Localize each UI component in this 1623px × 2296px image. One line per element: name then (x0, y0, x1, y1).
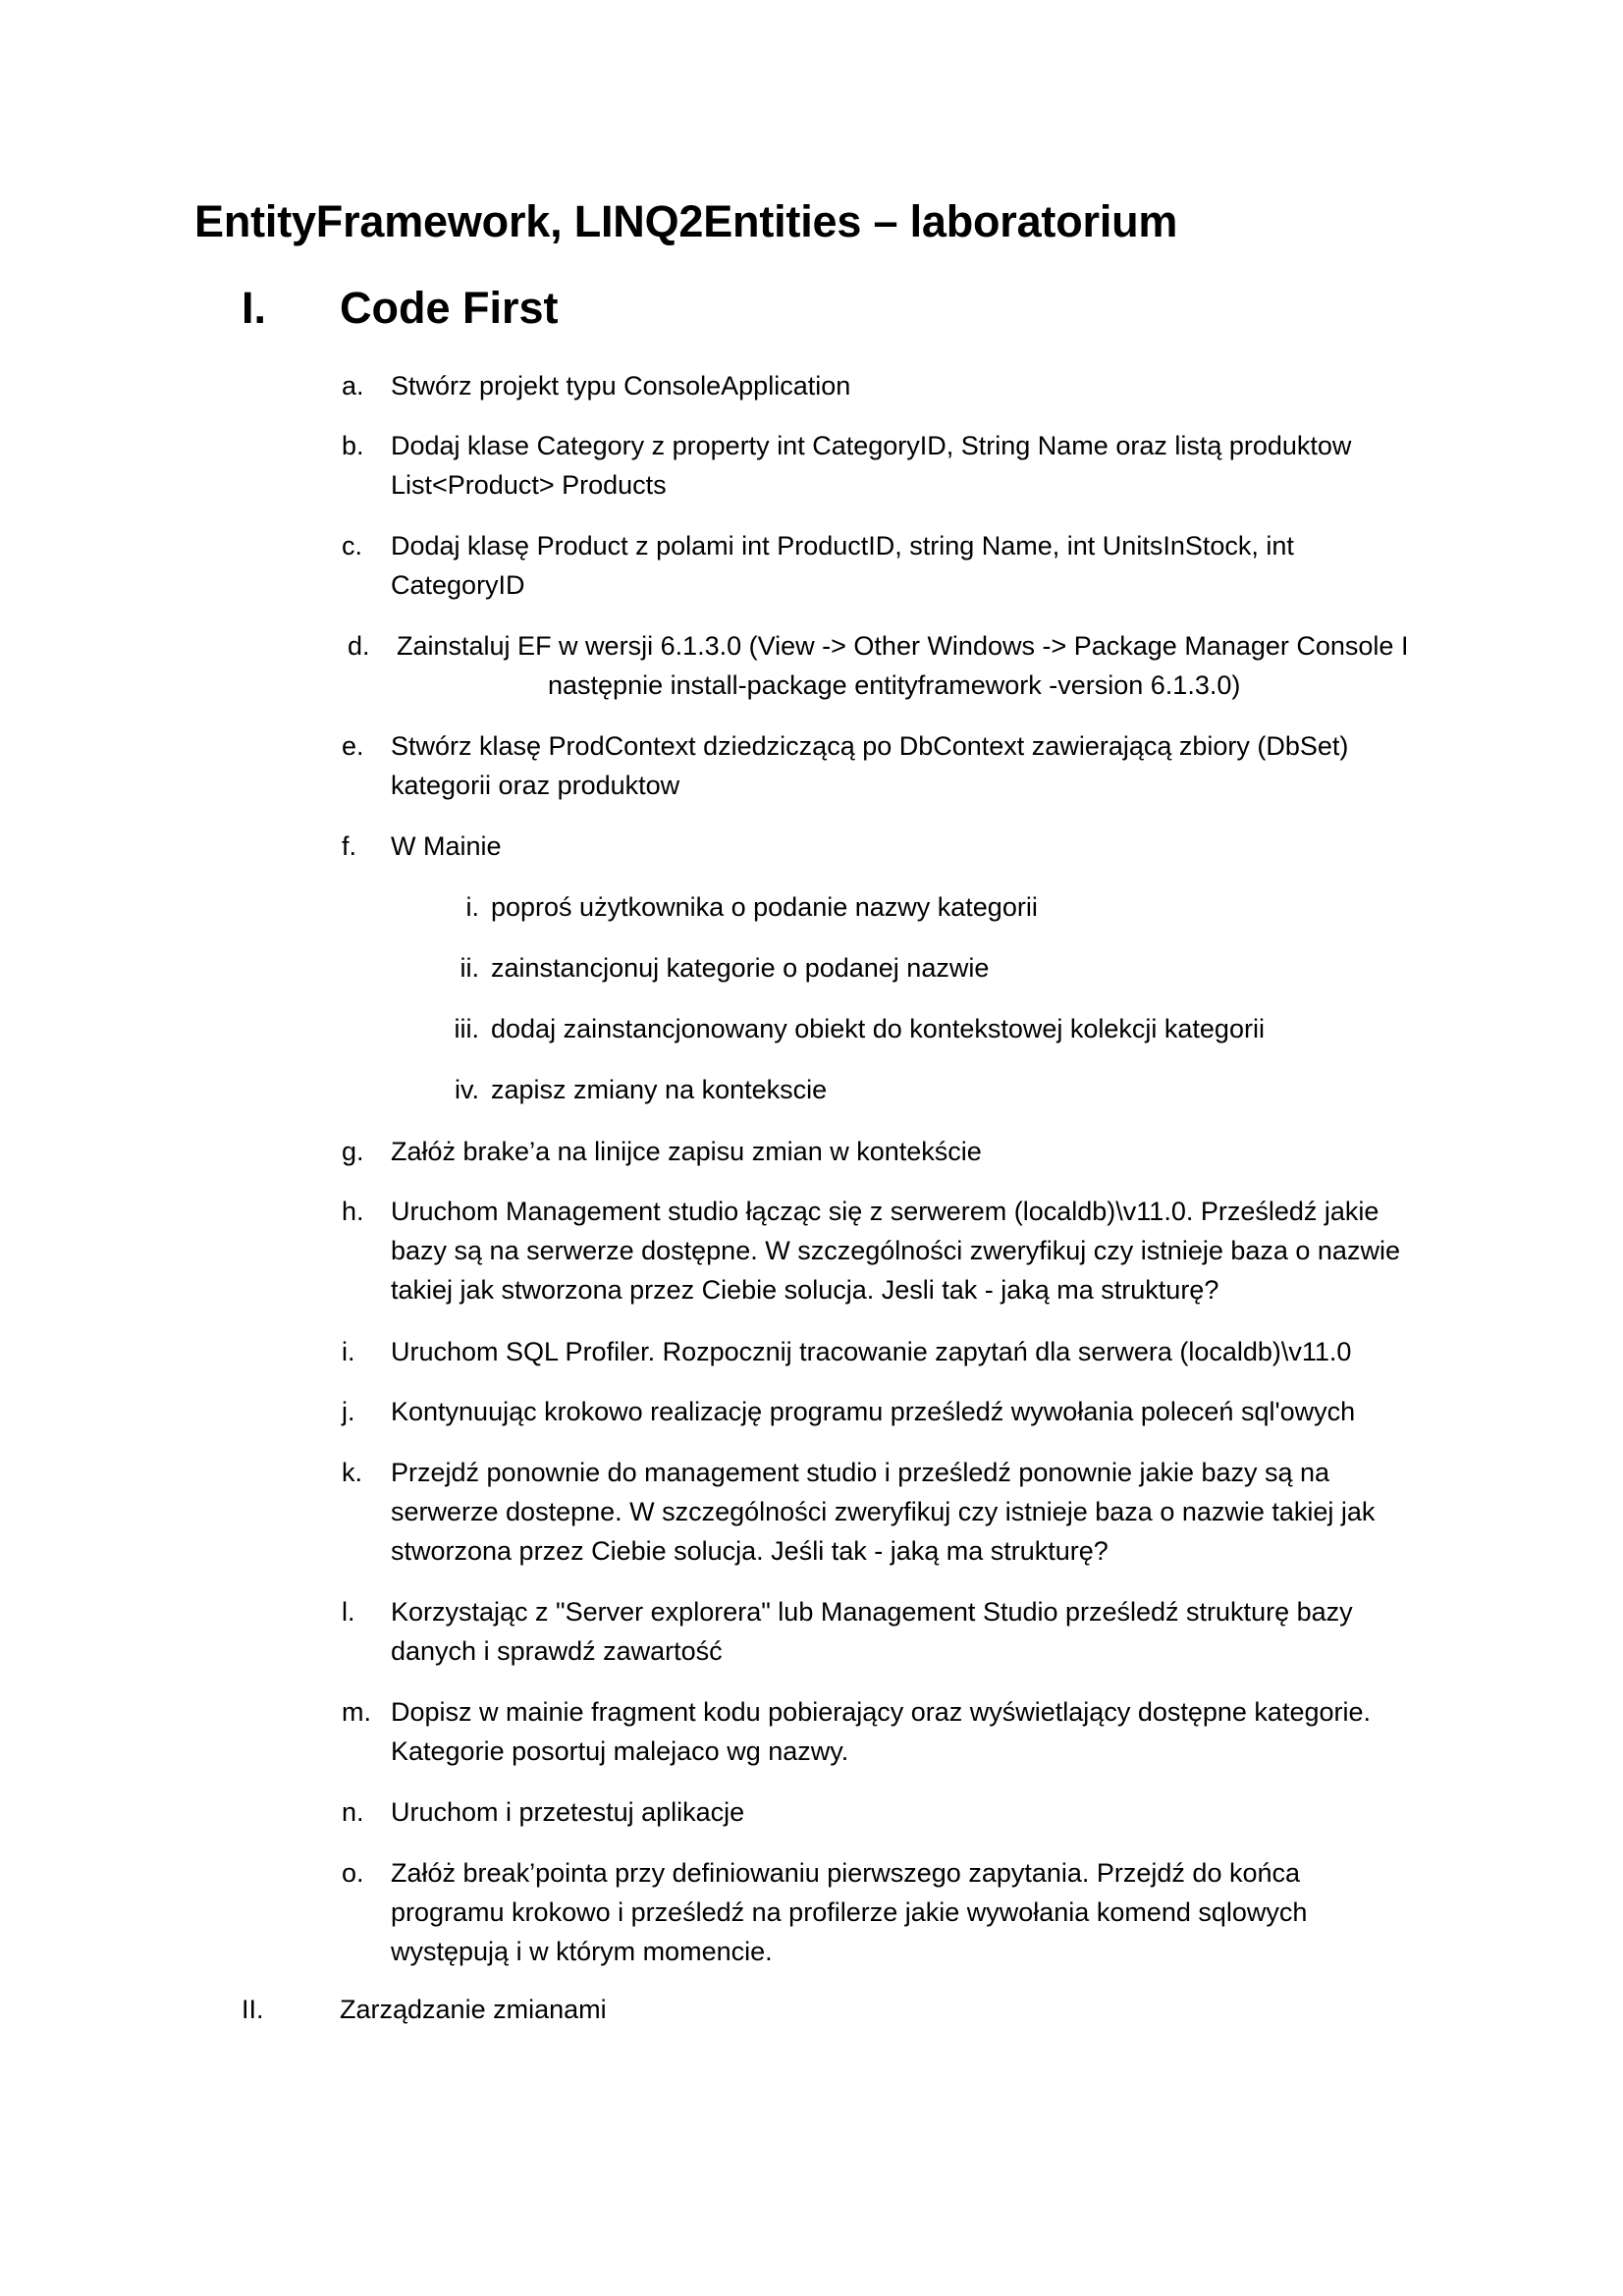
sub-list-item-i (465, 887, 1038, 927)
list-item-text: stworzona przez Ciebie solucja. Jeśli tak - jaką ma strukturę? (391, 1536, 1109, 1566)
list-item-text: poproś użytkownika o podanie nazwy kategorii (491, 892, 1038, 922)
list-item-text: Załóż brake’a na linijce zapisu zmian w kontekście (391, 1137, 982, 1166)
list-item-e (342, 726, 1349, 805)
list-item-m (342, 1692, 1371, 1771)
list-marker: c. (342, 531, 363, 561)
list-item-text: Korzystając z "Server explorera" lub Management Studio prześledź strukturę bazy (391, 1597, 1353, 1627)
section-2-number: II. (242, 1995, 264, 2024)
list-item-a (342, 366, 851, 405)
list-marker: h. (342, 1197, 364, 1226)
list-item-g (342, 1132, 982, 1171)
list-item-o (342, 1853, 1308, 1971)
list-item-text: zapisz zmiany na kontekscie (491, 1075, 828, 1104)
list-marker: iv. (455, 1075, 479, 1104)
list-item-text: List<Product> Products (391, 470, 667, 500)
list-item-h (342, 1192, 1400, 1309)
list-item-text: serwerze dostepne. W szczególności zweryfikuj czy istnieje baza o nazwie takiej jak (391, 1497, 1376, 1526)
list-item-text: kategorii oraz produktow (391, 771, 680, 800)
list-item-text: Stwórz klasę ProdContext dziedziczącą po DbContext zawierającą zbiory (DbSet) (391, 731, 1349, 761)
list-marker: a. (342, 371, 364, 400)
list-item-text: danych i sprawdź zawartość (391, 1636, 723, 1666)
list-marker: l. (342, 1597, 355, 1627)
list-item-l (342, 1592, 1353, 1671)
list-item-text: bazy są na serwerze dostępne. W szczególności zweryfikuj czy istnieje baza o nazwie (391, 1236, 1400, 1265)
list-marker: e. (342, 731, 364, 761)
list-item-text: Dopisz w mainie fragment kodu pobierający oraz wyświetlający dostępne kategorie. (391, 1697, 1371, 1727)
list-item-c (342, 526, 1294, 605)
list-item-text: zainstancjonuj kategorie o podanej nazwie (491, 953, 990, 983)
list-marker: d. (348, 631, 370, 661)
list-item-text: takiej jak stworzona przez Ciebie solucja. Jesli tak - jaką ma strukturę? (391, 1275, 1219, 1305)
sub-list-item-iii (454, 1009, 1265, 1048)
list-item-text: Uruchom i przetestuj aplikacje (391, 1797, 745, 1827)
list-item-k (342, 1453, 1376, 1571)
list-item-text: występują i w którym momencie. (391, 1937, 773, 1966)
list-item-text: Uruchom SQL Profiler. Rozpocznij tracowanie zapytań dla serwera (localdb)\v11.0 (391, 1337, 1352, 1366)
list-marker: o. (342, 1858, 364, 1888)
sub-list-item-iv (455, 1070, 828, 1109)
list-marker: n. (342, 1797, 364, 1827)
list-item-f (342, 827, 502, 866)
list-item-i (342, 1332, 1352, 1371)
list-item-text: Kontynuując krokowo realizację programu prześledź wywołania poleceń sql'owych (391, 1397, 1356, 1426)
list-item-text: programu krokowo i prześledź na profilerze jakie wywołania komend sqlowych (391, 1897, 1308, 1927)
list-marker: k. (342, 1458, 363, 1487)
list-item-text: W Mainie (391, 831, 502, 861)
section-1-number: I. (242, 283, 267, 333)
list-item-text: Stwórz projekt typu ConsoleApplication (391, 371, 851, 400)
list-item-text: dodaj zainstancjonowany obiekt do kontekstowej kolekcji kategorii (491, 1014, 1265, 1043)
list-marker: m. (342, 1697, 371, 1727)
list-item-text: Dodaj klase Category z property int CategoryID, String Name oraz listą produktow (391, 431, 1352, 460)
sub-list-item-ii (460, 948, 990, 988)
list-marker: ii. (460, 953, 479, 983)
list-item-text: Załóż break’pointa przy definiowaniu pierwszego zapytania. Przejdź do końca (391, 1858, 1301, 1888)
list-marker: b. (342, 431, 364, 460)
list-marker: f. (342, 831, 357, 861)
section-2-heading: Zarządzanie zmianami (340, 1995, 607, 2024)
list-item-n (342, 1792, 745, 1832)
list-item-text: Zainstaluj EF w wersji 6.1.3.0 (View -> Other Windows -> Package Manager Console I (397, 631, 1409, 661)
list-item-text: następnie install-package entityframework -version 6.1.3.0) (548, 670, 1241, 700)
list-item-j (342, 1392, 1356, 1431)
list-marker: i. (342, 1337, 355, 1366)
list-item-text: CategoryID (391, 570, 525, 600)
list-marker: iii. (454, 1014, 479, 1043)
document-title: EntityFramework, LINQ2Entities – laboratorium (194, 196, 1178, 246)
list-marker: j. (342, 1397, 355, 1426)
list-marker: g. (342, 1137, 364, 1166)
list-item-b (342, 426, 1352, 505)
list-item-d (348, 626, 1409, 705)
list-item-text: Dodaj klasę Product z polami int ProductID, string Name, int UnitsInStock, int (391, 531, 1294, 561)
list-item-text: Kategorie posortuj malejaco wg nazwy. (391, 1736, 849, 1766)
list-item-text: Uruchom Management studio łącząc się z serwerem (localdb)\v11.0. Prześledź jakie (391, 1197, 1380, 1226)
list-marker: i. (465, 892, 479, 922)
list-item-text: Przejdź ponownie do management studio i prześledź ponownie jakie bazy są na (391, 1458, 1330, 1487)
section-1-heading: Code First (340, 283, 559, 333)
